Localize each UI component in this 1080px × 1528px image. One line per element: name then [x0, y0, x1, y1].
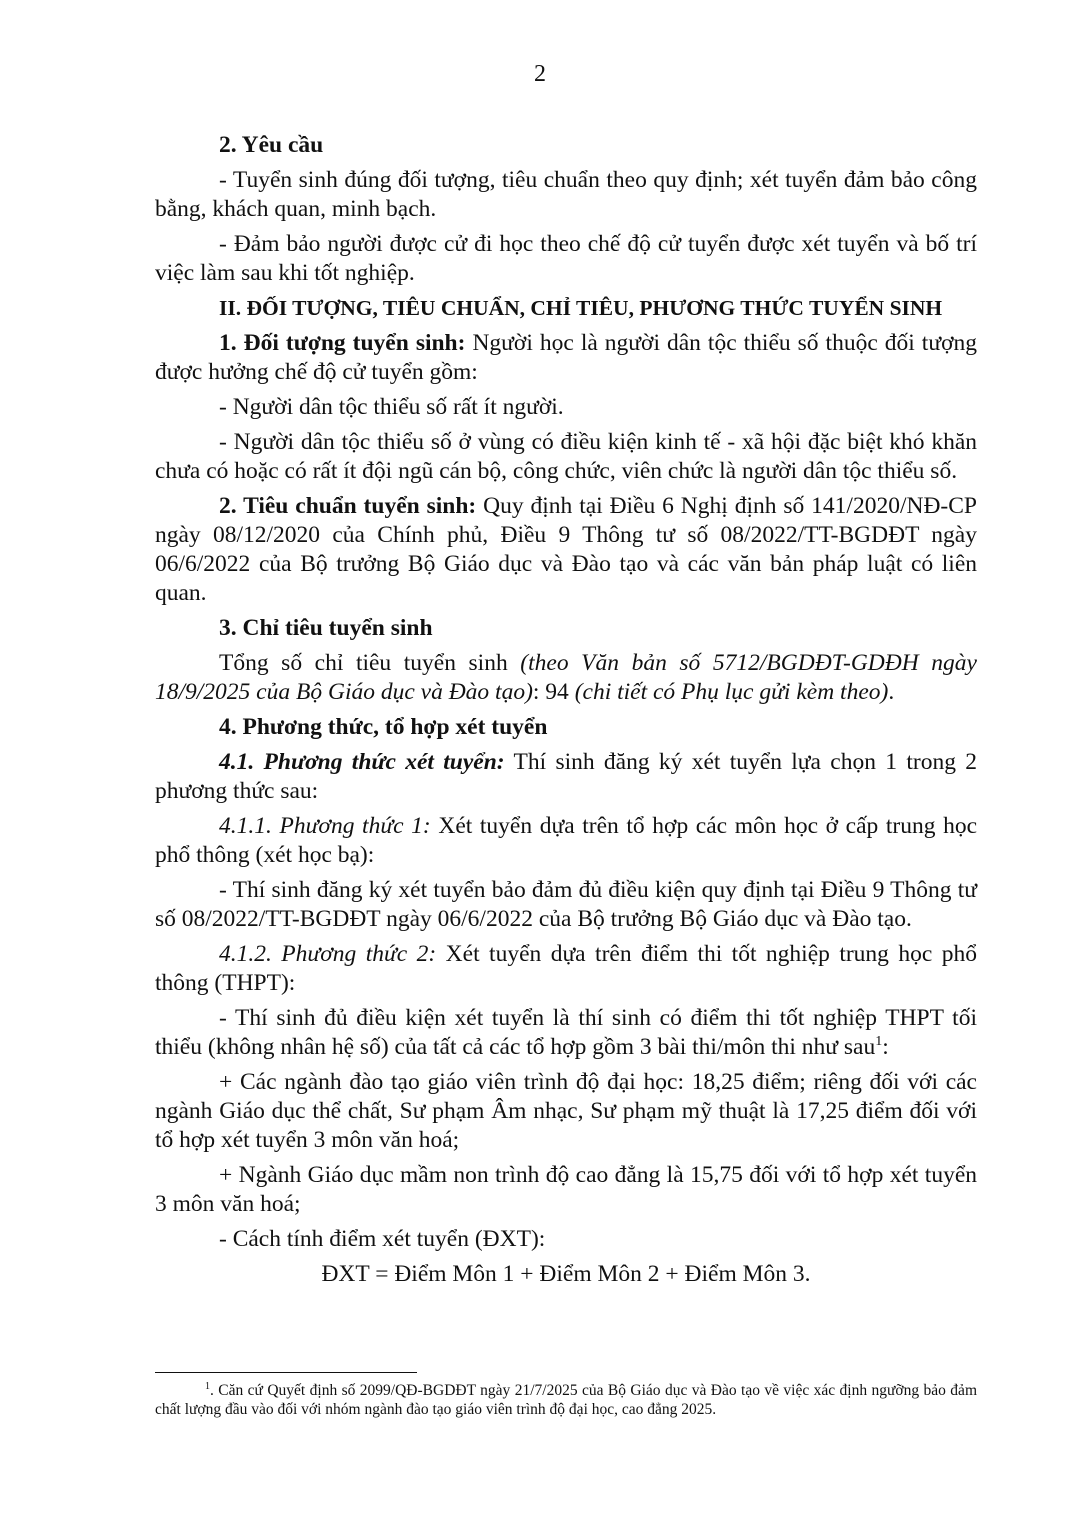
method-4-1-2-item — [155, 1004, 977, 1062]
document-body — [155, 129, 977, 1295]
method-4-1-1-item: - Thí sinh đăng ký xét tuyển bảo đảm đủ điều kiện quy định tại Điều 9 Thông tư số 08/2022/TT-BGDĐT ngày 06/6/2022 của Bộ trưởng Bộ Giáo dục và Đào tạo. — [155, 877, 977, 932]
standard-label: 2. Tiêu chuẩn tuyển sinh: — [219, 493, 477, 519]
paragraph-standard — [155, 492, 977, 608]
plus-item-1: + Các ngành đào tạo giáo viên trình độ đại học: 18,25 điểm; riêng đối với các ngành Giáo dục thể chất, Sư phạm Âm nhạc, Sư phạm mỹ thuật là 17,25 điểm đối với tổ hợp xét tuyển 3 môn văn hoá; — [155, 1069, 977, 1153]
subject-item-1: - Người dân tộc thiểu số rất ít người. — [219, 394, 564, 420]
method-4-1-2-item-end: : — [882, 1034, 889, 1060]
quota-italic-2: (chi tiết có Phụ lục gửi kèm theo) — [574, 679, 889, 705]
method-4-1-2-label: 4.1.2. Phương thức 2: — [219, 941, 437, 967]
requirement-item-2: - Đảm bảo người được cử đi học theo chế độ cử tuyển được xét tuyển và bố trí việc làm sau khi tốt nghiệp. — [155, 231, 977, 286]
footnote-text: . Căn cứ Quyết định số 2099/QĐ-BGDĐT ngày 21/7/2025 của Bộ Giáo dục và Đào tạo về việc xác định ngưỡng bảo đảm chất lượng đầu vào đối với nhóm ngành đào tạo giáo viên trình độ đại học, cao đẳng 2025. — [155, 1382, 977, 1418]
footnote-marker: 1 — [205, 1380, 210, 1392]
footnote-separator — [155, 1372, 417, 1373]
heading-section-ii: II. ĐỐI TƯỢNG, TIÊU CHUẨN, CHỈ TIÊU, PHƯƠNG THỨC TUYỂN SINH — [219, 296, 943, 320]
paragraph-method-4-1 — [155, 748, 977, 806]
subject-text: Người học là người dân tộc thiểu số thuộc đối tượng được hưởng chế độ cử tuyển gồm: — [155, 330, 977, 385]
heading-quota: 3. Chỉ tiêu tuyển sinh — [219, 615, 433, 641]
plus-item-2: + Ngành Giáo dục mầm non trình độ cao đẳng là 15,75 đối với tổ hợp xét tuyển 3 môn văn hoá; — [155, 1162, 977, 1217]
method-4-1-1-label: 4.1.1. Phương thức 1: — [219, 813, 431, 839]
requirement-item-1: - Tuyển sinh đúng đối tượng, tiêu chuẩn theo quy định; xét tuyển đảm bảo công bằng, khách quan, minh bạch. — [155, 167, 977, 222]
method-4-1-label: 4.1. Phương thức xét tuyển: — [219, 749, 505, 775]
footnote-reference[interactable]: 1 — [875, 1034, 883, 1050]
dxt-formula: ĐXT = Điểm Môn 1 + Điểm Môn 2 + Điểm Môn 3. — [321, 1261, 811, 1287]
heading-requirements: 2. Yêu cầu — [219, 132, 324, 158]
method-4-1-text: Thí sinh đăng ký xét tuyển lựa chọn 1 trong 2 phương thức sau: — [155, 749, 977, 804]
page-number: 2 — [534, 61, 546, 87]
dxt-label: - Cách tính điểm xét tuyển (ĐXT): — [219, 1226, 546, 1252]
method-4-1-2-text: Xét tuyển dựa trên điểm thi tốt nghiệp trung học phổ thông (THPT): — [155, 941, 977, 996]
paragraph-method-4-1-2 — [155, 940, 977, 998]
heading-methods: 4. Phương thức, tổ hợp xét tuyển — [219, 714, 548, 740]
quota-italic-1: (theo Văn bản số 5712/BGDĐT-GDĐH ngày 18/9/2025 của Bộ Giáo dục và Đào tạo) — [155, 650, 977, 705]
footnote — [155, 1381, 977, 1419]
method-4-1-1-text: Xét tuyển dựa trên tổ hợp các môn học ở cấp trung học phổ thông (xét học bạ): — [155, 813, 977, 868]
paragraph-subject — [155, 329, 977, 387]
method-4-1-2-item-text: - Thí sinh đủ điều kiện xét tuyển là thí sinh có điểm thi tốt nghiệp THPT tối thiểu (không nhân hệ số) của tất cả các tổ hợp gồm 3 bài thi/môn thi như sau — [155, 1005, 977, 1060]
quota-text-2: : 94 — [532, 679, 575, 705]
quota-text-3: . — [888, 679, 895, 705]
paragraph-quota — [155, 649, 977, 707]
quota-text-1: Tổng số chỉ tiêu tuyển sinh — [219, 650, 521, 676]
paragraph-method-4-1-1 — [155, 812, 977, 870]
standard-text: Quy định tại Điều 6 Nghị định số 141/2020/NĐ-CP ngày 08/12/2020 của Chính phủ, Điều 9 Thông tư số 08/2022/TT-BGDĐT ngày 06/6/2022 của Bộ trưởng Bộ Giáo dục và Đào tạo và các văn bản pháp luật có liên quan. — [155, 493, 977, 606]
subject-label: 1. Đối tượng tuyển sinh: — [219, 330, 466, 356]
subject-item-2: - Người dân tộc thiểu số ở vùng có điều kiện kinh tế - xã hội đặc biệt khó khăn chưa có hoặc có rất ít đội ngũ cán bộ, công chức, viên chức là người dân tộc thiểu số. — [155, 429, 977, 484]
